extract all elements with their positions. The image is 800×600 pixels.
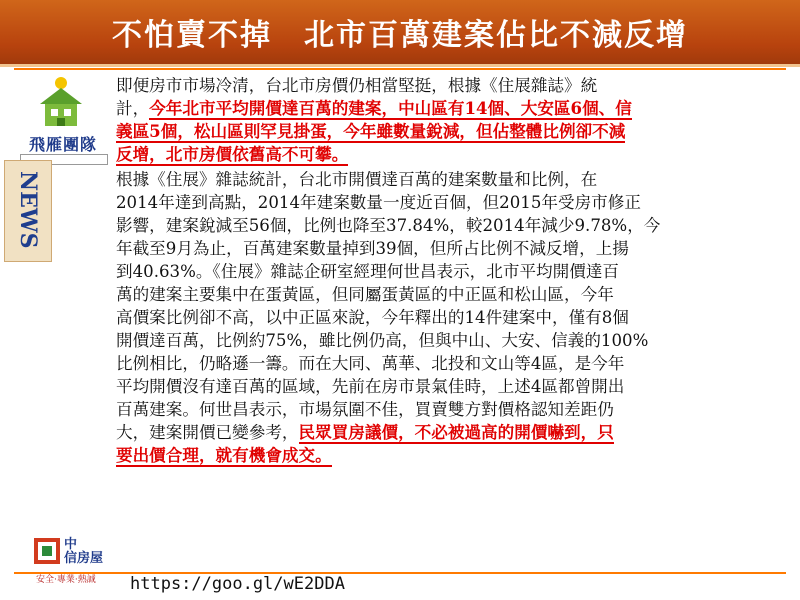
top-divider <box>14 68 786 70</box>
page-title: 不怕賣不掉 北市百萬建案佔比不減反增 <box>112 18 688 53</box>
news-label: NEWS <box>15 171 41 249</box>
text-line <box>116 214 788 237</box>
article-body <box>116 74 788 467</box>
source-url-link[interactable]: https://goo.gl/wE2DDA <box>130 574 345 594</box>
text-line <box>116 191 788 214</box>
text-line <box>116 306 788 329</box>
zhongxin-name-line1: 中 <box>64 537 78 552</box>
text-segment: 百萬建案。何世昌表示，市場氛圍不佳，買賣雙方對價格認知差距仍 <box>116 400 614 419</box>
paragraph-1 <box>116 74 788 166</box>
highlighted-text: 今年北市平均開價達百萬的建案，中山區有14個、大安區6個、信 <box>149 98 632 118</box>
zhongxin-logo-icon <box>34 538 60 564</box>
highlighted-text: 民眾買房議價，不必被過高的開價嚇到，只 <box>298 422 614 442</box>
text-line <box>116 329 788 352</box>
text-segment: 萬的建案主要集中在蛋黃區，但同屬蛋黃區的中正區和松山區，今年 <box>116 285 614 304</box>
text-segment: 2014年達到高點，2014年建案數量一度近百個，但2015年受房市修正 <box>116 193 641 212</box>
text-segment: 影響，建案銳減至56個，比例也降至37.84%，較2014年減少9.78%，今 <box>116 216 661 235</box>
feiyan-brand-text: 飛雁團隊 <box>28 135 97 154</box>
text-segment: 比例相比，仍略遜一籌。而在大同、萬華、北投和文山等4區，是今年 <box>116 354 625 373</box>
text-line <box>116 120 788 143</box>
news-side-tab <box>4 160 52 262</box>
text-line <box>116 168 788 191</box>
text-segment: 年截至9月為止，百萬建案數量掉到39個，但所占比例不減反增，上揚 <box>116 239 629 258</box>
zhongxin-name-line2: 信房屋 <box>64 551 104 566</box>
text-line <box>116 97 788 120</box>
zhongxin-tagline: 安全‧專業‧熱誠 <box>36 575 96 585</box>
paragraph-2 <box>116 168 788 467</box>
text-segment: 平均開價沒有達百萬的區域，先前在房市景氣佳時，上述4區都曾開出 <box>116 377 625 396</box>
text-segment: 即便房市市場冷清，台北市房價仍相當堅挺，根據《住展雜誌》統 <box>116 76 598 95</box>
text-line <box>116 398 788 421</box>
text-segment: 計， <box>116 99 150 118</box>
text-line <box>116 283 788 306</box>
text-segment: 到40.63%。《住展》雜誌企研室經理何世昌表示，北市平均開價達百 <box>116 262 620 281</box>
text-line <box>116 74 788 97</box>
text-segment: 高價案比例卻不高，以中正區來說，今年釋出的14件建案中，僅有8個 <box>116 308 629 327</box>
zhongxin-realty-logo <box>34 538 114 588</box>
text-segment: 開價達百萬，比例約75%，雖比例仍高，但與中山、大安、信義的100% <box>116 331 649 350</box>
text-segment: 根據《住展》雜誌統計，台北市開價達百萬的建案數量和比例，在 <box>116 170 598 189</box>
text-line <box>116 375 788 398</box>
zhongxin-name <box>64 538 103 566</box>
text-line <box>116 352 788 375</box>
text-line <box>116 237 788 260</box>
text-line <box>116 421 788 444</box>
text-line <box>116 260 788 283</box>
text-segment: 大，建案開價已變參考， <box>116 423 299 442</box>
text-line <box>116 143 788 166</box>
text-line <box>116 444 788 467</box>
feiyan-team-logo <box>14 74 112 164</box>
highlighted-text: 要出價合理，就有機會成交。 <box>116 445 332 465</box>
title-bar <box>0 0 800 67</box>
highlighted-text: 反增，北市房價依舊高不可攀。 <box>116 144 349 164</box>
green-house-logo-icon <box>36 74 86 130</box>
highlighted-text: 義區5個，松山區則罕見掛蛋，今年雖數量銳減，但佔整體比例卻不減 <box>116 121 626 141</box>
